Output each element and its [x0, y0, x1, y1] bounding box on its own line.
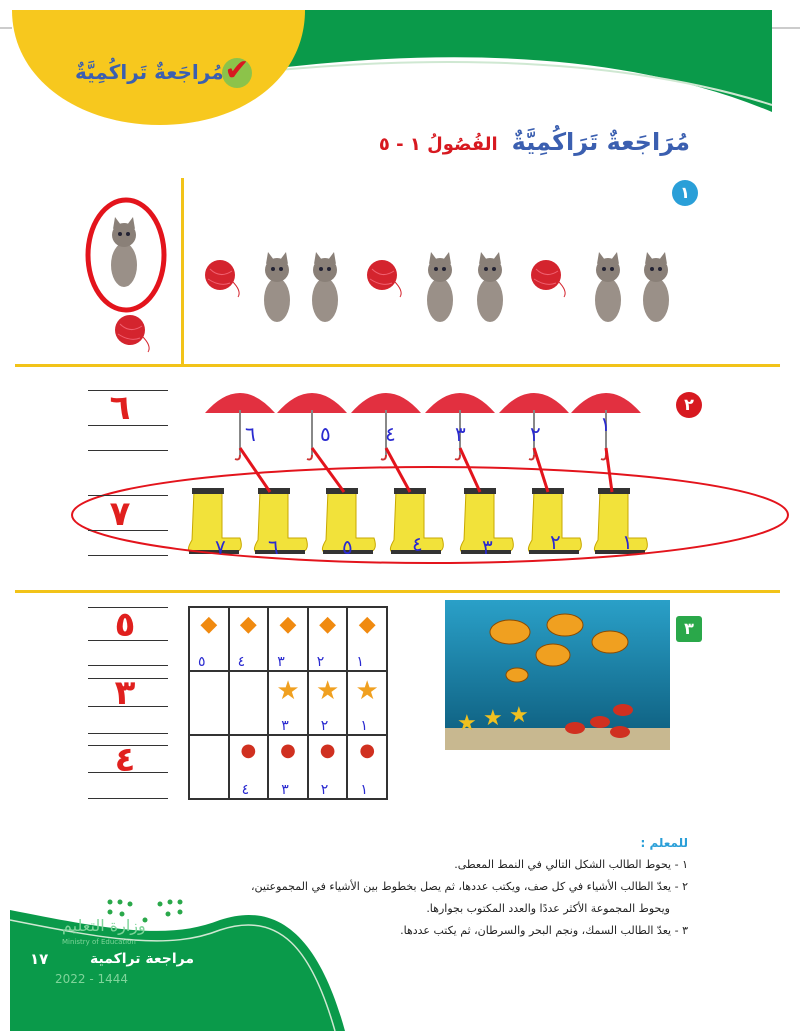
fish-icon: ◆ — [358, 612, 376, 637]
answer-line — [88, 555, 168, 556]
starfish-icon: ★ — [276, 676, 300, 706]
answer-line — [88, 665, 168, 666]
fish-cell — [268, 607, 308, 671]
empty-cell — [189, 735, 229, 799]
note-item: ويحوط المجموعة الأكثر عددًا والعدد المكتوب بجوارها. — [426, 902, 670, 915]
divider — [15, 590, 780, 593]
star-label: ٣ — [281, 718, 289, 734]
boot-label: ٥ — [342, 535, 353, 559]
crab-label: ٣ — [281, 782, 289, 798]
star-label: ٢ — [320, 718, 329, 734]
starfish-icon: ★ — [315, 676, 340, 706]
boot-label: ٢ — [550, 530, 561, 554]
boot-label: ٦ — [268, 535, 279, 559]
fish-cell — [189, 607, 229, 671]
umbrella-label: ٣ — [455, 422, 466, 446]
umbrella-label: ٢ — [530, 422, 541, 446]
crab-icon: ● — [359, 740, 376, 761]
umbrella-label: ٦ — [245, 422, 256, 446]
note-item: ٣ - يعدّ الطالب السمك، ونجم البحر والسرطان، ثم يكتب عددها. — [400, 924, 688, 937]
logo-text: مُراجَعةٌ تَراكُمِيَّةٌ — [75, 60, 224, 84]
umbrella-label: ٥ — [320, 422, 331, 446]
fish-cell — [229, 607, 269, 671]
fish-icon: ◆ — [200, 612, 218, 637]
starfish-icon: ★ — [355, 676, 379, 706]
pattern-row — [0, 180, 700, 365]
boot-label: ١ — [622, 530, 633, 554]
boot-label: ٤ — [412, 532, 423, 556]
question-3-badge: ٣ — [676, 616, 702, 642]
star-cell — [268, 671, 308, 735]
fish-label: ١ — [356, 654, 364, 670]
ministry-name-en: Ministry of Education — [62, 938, 136, 946]
fish-icon: ◆ — [319, 612, 337, 637]
note-item: ١ - يحوط الطالب الشكل التالي في النمط المعطى. — [454, 858, 688, 871]
question-1-badge: ١ — [672, 180, 698, 206]
page-number: ١٧ — [30, 950, 49, 968]
answer-umbrellas[interactable]: ٦ — [109, 388, 131, 428]
fish-icon: ◆ — [279, 612, 297, 637]
umbrella-label: ٤ — [385, 422, 396, 446]
star-label: ١ — [360, 718, 368, 734]
crab-label: ٤ — [241, 782, 250, 798]
svg-text:★: ★ — [483, 706, 503, 731]
fish-label: ٤ — [237, 654, 246, 670]
footer-page-label: مراجعة تراكمية — [90, 951, 195, 967]
counting-grid — [188, 606, 388, 800]
crab-cell — [268, 735, 308, 799]
star-cell — [308, 671, 348, 735]
svg-text:★: ★ — [457, 711, 477, 736]
crab-label: ٢ — [320, 782, 329, 798]
apple-icon: ٢ — [676, 392, 702, 418]
answer-line — [88, 450, 168, 451]
empty-cell — [189, 671, 229, 735]
aquarium-image — [445, 600, 670, 750]
title-block — [379, 128, 690, 156]
year: 2022 - 1444 — [55, 972, 129, 986]
fish-cell — [347, 607, 387, 671]
star-cell — [347, 671, 387, 735]
crab-icon: ● — [240, 740, 257, 761]
crab-cell — [308, 735, 348, 799]
ministry-name: وزارة التعليم — [62, 916, 146, 935]
boot-label: ٧ — [215, 535, 226, 559]
answer-crabs[interactable]: ٤ — [114, 740, 136, 780]
divider — [15, 364, 780, 367]
crab-cell — [229, 735, 269, 799]
answer-line — [88, 733, 168, 734]
fish-label: ٢ — [316, 654, 325, 670]
page-subtitle: الفُصُولُ ١ - ٥ — [378, 134, 498, 155]
answer-line — [88, 798, 168, 799]
answer-boots[interactable]: ٧ — [109, 494, 131, 534]
notes-heading: للمعلم : — [640, 836, 688, 850]
boot-label: ٣ — [482, 535, 493, 559]
fish-label: ٣ — [277, 654, 285, 670]
crab-cell — [347, 735, 387, 799]
fish-label: ٥ — [198, 654, 206, 670]
crab-label: ١ — [360, 782, 368, 798]
fish-icon: ◆ — [239, 612, 257, 637]
fish-cell — [308, 607, 348, 671]
crab-icon: ● — [319, 740, 336, 761]
empty-cell — [229, 671, 269, 735]
umbrella-label: ١ — [600, 412, 611, 436]
page-title: مُرَاجَعةٌ تَرَاكُمِيَّةٌ — [511, 128, 690, 156]
check-icon: ✔ — [222, 58, 252, 88]
answer-fish[interactable]: ٥ — [114, 605, 136, 645]
svg-text:★: ★ — [509, 703, 529, 728]
answer-starfish[interactable]: ٣ — [114, 673, 136, 713]
crab-icon: ● — [280, 740, 296, 761]
note-item: ٢ - يعدّ الطالب الأشياء في كل صف، ويكتب عددها، ثم يصل بخطوط بين الأشياء في المجموعتين، — [250, 880, 688, 893]
